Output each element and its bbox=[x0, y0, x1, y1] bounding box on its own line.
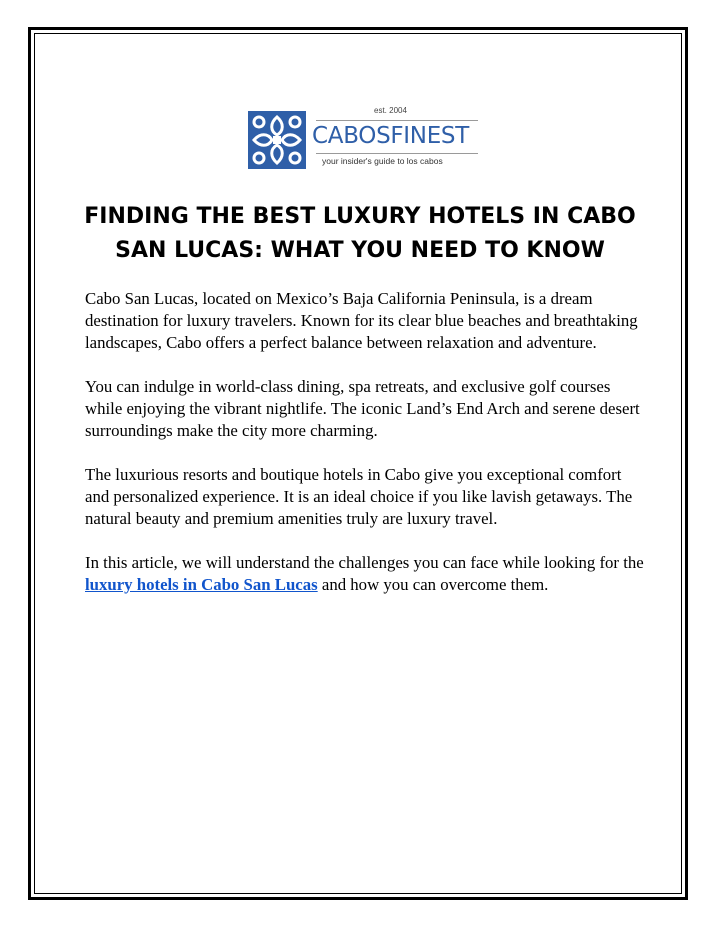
paragraph-4-outro: and how you can overcome them. bbox=[317, 575, 549, 594]
logo-wordmark: CABOSFINEST bbox=[312, 123, 469, 149]
paragraph-4-intro: In this article, we will understand the challenges you can face while looking for the bbox=[85, 553, 644, 572]
logo-tagline: your insider's guide to los cabos bbox=[322, 156, 443, 166]
article-title bbox=[60, 200, 660, 268]
cabosfinest-logo bbox=[248, 103, 480, 171]
luxury-hotels-link[interactable]: luxury hotels in Cabo San Lucas bbox=[85, 575, 318, 594]
article-body bbox=[85, 288, 645, 618]
paragraph-1: Cabo San Lucas, located on Mexico’s Baja California Peninsula, is a dream destination for luxury travelers. Known for its clear blue beaches and breathtaking landscapes, Cabo offers a perfect balance between relaxation and adventure. bbox=[85, 289, 638, 352]
logo-est-text: est. 2004 bbox=[374, 106, 407, 115]
logo-bottom-rule bbox=[316, 153, 478, 154]
paragraph-4 bbox=[85, 552, 645, 596]
paragraph-2: You can indulge in world-class dining, spa retreats, and exclusive golf courses while enjoying the vibrant nightlife. The iconic Land’s End Arch and serene desert surroundings make the city more charming. bbox=[85, 377, 640, 440]
fleur-pattern-icon bbox=[248, 111, 306, 169]
title-line-2: SAN LUCAS: WHAT YOU NEED TO KNOW bbox=[115, 238, 605, 263]
title-line-1: FINDING THE BEST LUXURY HOTELS IN CABO bbox=[84, 204, 636, 229]
paragraph-3: The luxurious resorts and boutique hotels in Cabo give you exceptional comfort and personalized experience. It is an ideal choice if you like lavish getaways. The natural beauty and premium amenities truly are luxury travel. bbox=[85, 465, 633, 528]
